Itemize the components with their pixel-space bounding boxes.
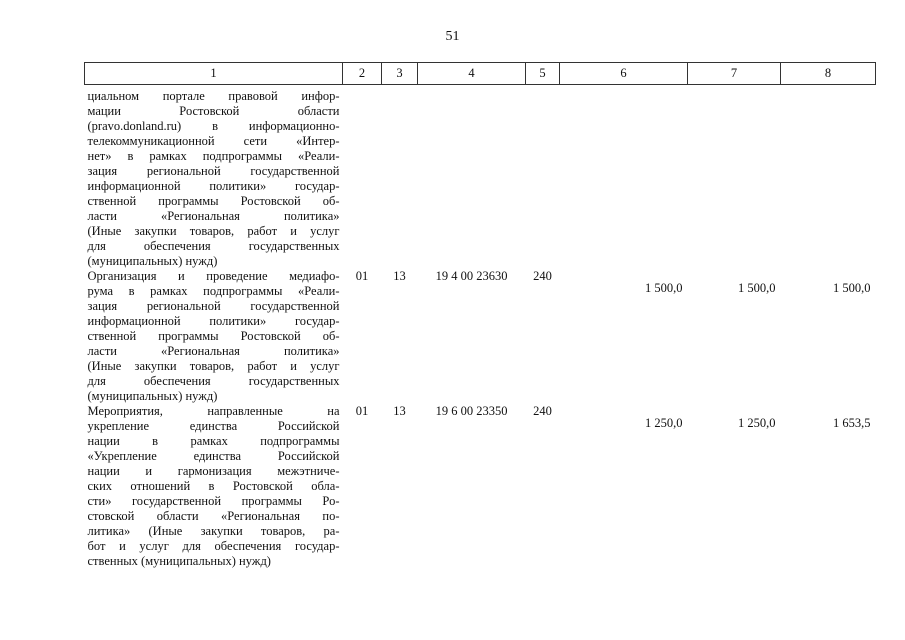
description-line: «Укрепление единства Российской — [87, 449, 340, 463]
cell-year-3: 1 500,0 — [833, 281, 871, 295]
description-line: рума в рамках подпрограммы «Реали- — [87, 284, 340, 298]
cell-year-1: 1 250,0 — [645, 416, 683, 430]
column-header: 7 — [688, 63, 781, 85]
column-header: 6 — [560, 63, 688, 85]
description-line: зация региональной государственной — [87, 299, 340, 313]
cell-vr: 240 — [533, 404, 552, 418]
column-header: 5 — [526, 63, 560, 85]
cell-csr — [418, 85, 526, 270]
description-line: укрепление единства Российской — [87, 419, 340, 433]
description-line: зация региональной государственной — [87, 164, 340, 178]
row-description — [85, 269, 343, 404]
description-line: (муниципальных) нужд) — [87, 389, 218, 403]
column-header: 2 — [343, 63, 382, 85]
description-line: (муниципальных) нужд) — [87, 254, 218, 268]
budget-table — [84, 62, 876, 569]
cell-csr: 19 6 00 23350 — [435, 404, 508, 418]
cell-vr: 240 — [533, 269, 552, 283]
description-line: (Иные закупки товаров, работ и услуг — [87, 359, 340, 373]
description-line: Мероприятия, направленные на — [87, 404, 340, 418]
table-row — [85, 85, 876, 270]
cell-pr: 13 — [393, 269, 406, 283]
description-line: Организация и проведение медиафо- — [87, 269, 340, 283]
cell-year-3 — [781, 85, 876, 270]
column-header: 3 — [382, 63, 418, 85]
description-line: циальном портале правовой инфор- — [87, 89, 340, 103]
page-number: 51 — [445, 29, 460, 44]
cell-rz — [343, 85, 382, 270]
description-line: ственной программы Ростовской об- — [87, 194, 340, 208]
table-row — [85, 269, 876, 404]
description-line: мации Ростовской области — [87, 104, 340, 118]
cell-year-2: 1 250,0 — [738, 416, 776, 430]
cell-vr — [526, 85, 560, 270]
description-line: ласти «Региональная политика» — [87, 344, 340, 358]
column-header: 4 — [418, 63, 526, 85]
description-line: стовской области «Региональная по- — [87, 509, 340, 523]
description-line: бот и услуг для обеспечения государ- — [87, 539, 340, 553]
description-line: сти» государственной программы Ро- — [87, 494, 340, 508]
description-line: (pravo.donland.ru) в информационно- — [87, 119, 340, 133]
cell-year-1: 1 500,0 — [645, 281, 683, 295]
description-line: для обеспечения государственных — [87, 374, 340, 388]
cell-pr: 13 — [393, 404, 406, 418]
description-line: нет» в рамках подпрограммы «Реали- — [87, 149, 340, 163]
description-line: нации и гармонизация межэтниче- — [87, 464, 340, 478]
description-line: телекоммуникационной сети «Интер- — [87, 134, 340, 148]
description-line: ских отношений в Ростовской обла- — [87, 479, 340, 493]
cell-csr: 19 4 00 23630 — [435, 269, 508, 283]
column-header: 8 — [781, 63, 876, 85]
cell-year-2 — [688, 85, 781, 270]
description-line: нации в рамках подпрограммы — [87, 434, 340, 448]
cell-year-1 — [560, 85, 688, 270]
row-description — [85, 85, 343, 270]
description-line: ственной программы Ростовской об- — [87, 329, 340, 343]
cell-year-2: 1 500,0 — [738, 281, 776, 295]
cell-year-3: 1 653,5 — [833, 416, 871, 430]
description-line: информационной политики» государ- — [87, 179, 340, 193]
column-header: 1 — [85, 63, 343, 85]
row-description — [85, 404, 343, 569]
description-line: ласти «Региональная политика» — [87, 209, 340, 223]
description-line: для обеспечения государственных — [87, 239, 340, 253]
table-row — [85, 404, 876, 569]
column-number-header — [85, 63, 876, 85]
description-line: литика» (Иные закупки товаров, ра- — [87, 524, 340, 538]
cell-pr — [382, 85, 418, 270]
table-body — [85, 85, 876, 570]
description-line: информационной политики» государ- — [87, 314, 340, 328]
cell-rz: 01 — [355, 269, 369, 283]
description-line: (Иные закупки товаров, работ и услуг — [87, 224, 340, 238]
cell-rz: 01 — [355, 404, 369, 418]
description-line: ственных (муниципальных) нужд) — [87, 554, 271, 568]
